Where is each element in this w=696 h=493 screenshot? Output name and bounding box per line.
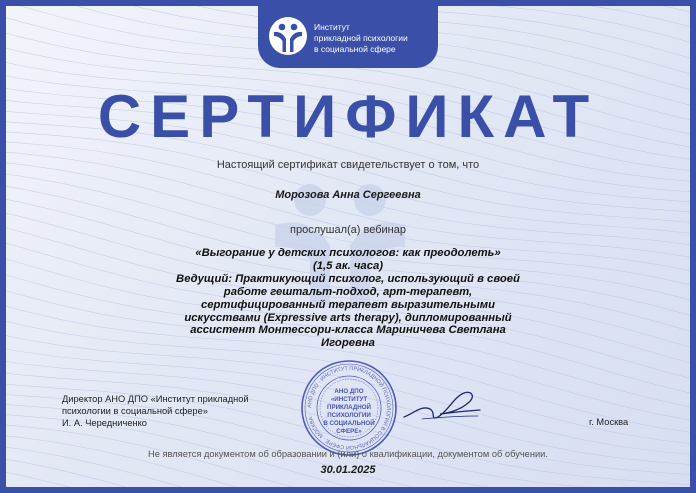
svg-text:ПРИКЛАДНОЙ: ПРИКЛАДНОЙ [327, 404, 371, 411]
institute-logo-icon [268, 14, 308, 58]
logo-line-3: в социальной сфере [314, 44, 396, 54]
svg-text:АНО ДПО: АНО ДПО [334, 388, 364, 395]
logo-line-2: прикладной психологии [314, 33, 408, 43]
svg-text:В СОЦИАЛЬНОЙ: В СОЦИАЛЬНОЙ [323, 420, 375, 427]
official-stamp [299, 358, 399, 458]
svg-text:АНО ДПО · ИНСТИТУТ ПРИКЛАДНОЙ: АНО ДПО · ИНСТИТУТ ПРИКЛАДНОЙ ПСИХОЛОГИИ В СОЦИАЛЬНОЙ СФЕРЕ · МОСКВА · [306, 365, 392, 451]
director-signature [400, 383, 482, 429]
city-label: г. Москва [589, 417, 629, 427]
listened-text: прослушал(а) вебинар [290, 224, 406, 236]
logo-banner [258, 0, 438, 68]
director-signature-block: Директор АНО ДПО «Институт прикладной психологии в социальной сфере» И. А. Чередниченко [62, 394, 249, 428]
webinar-details [150, 247, 546, 350]
recipient-name: Морозова Анна Сергеевна [275, 189, 421, 201]
svg-text:«ИНСТИТУТ: «ИНСТИТУТ [330, 396, 368, 403]
issue-date: 30.01.2025 [320, 464, 376, 476]
logo-line-1: Институт [314, 22, 350, 32]
wave-line [0, 481, 696, 493]
logo-text [314, 22, 434, 55]
certificate-title: СЕРТИФИКАТ [97, 83, 599, 150]
svg-text:СФЕРЕ»: СФЕРЕ» [336, 428, 362, 435]
webinar-host: Ведущий: Практикующий психолог, использующий в своей работе гештальт-подход, арт-терапевт, сертифицированный терапевт выразительными искусствами (Expressive arts therapy), дипломированный ассистент Монтессори-класса Мариничева Светлана Игоревна [176, 272, 520, 350]
webinar-hours: (1,5 ак. часа) [312, 259, 384, 272]
intro-text: Настоящий сертификат свидетельствует о том, что [216, 159, 480, 171]
webinar-title: «Выгорание у детских психологов: как преодолеть» [195, 247, 501, 259]
disclaimer-text: Не является документом об образовании и (или) о квалификации, документом об обучении. [148, 449, 548, 459]
svg-text:ПСИХОЛОГИИ: ПСИХОЛОГИИ [327, 412, 371, 419]
